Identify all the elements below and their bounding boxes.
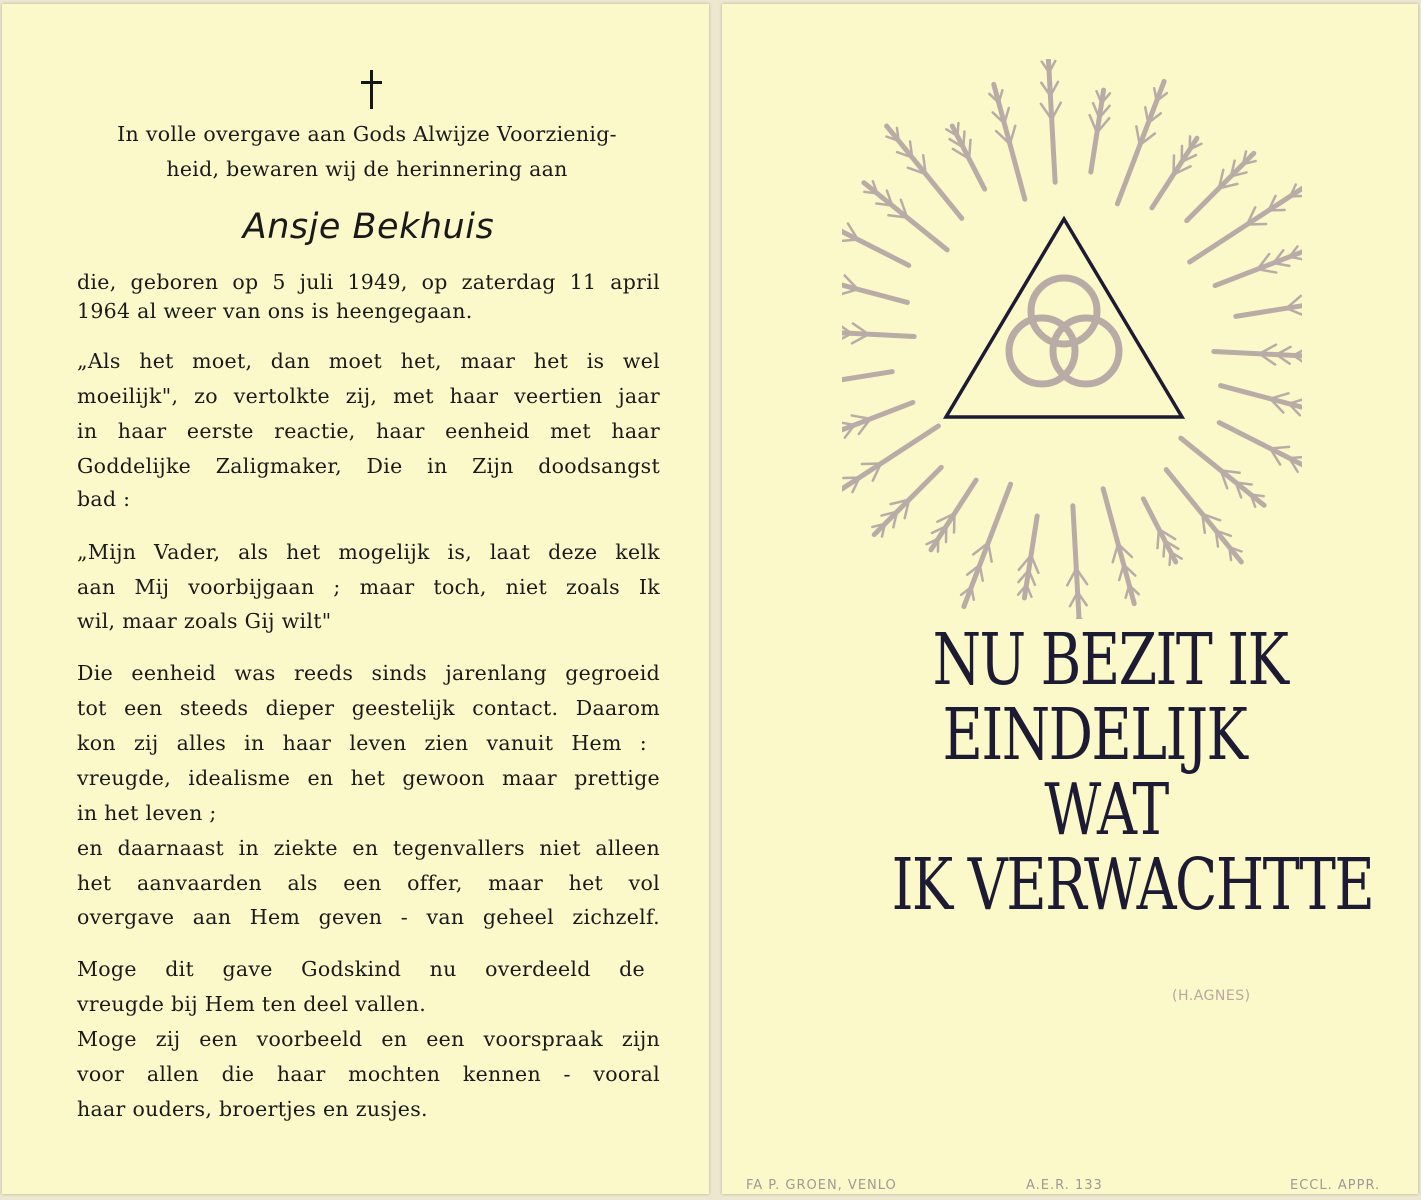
ray-branch — [1290, 257, 1302, 259]
body-line: die, geboren op 5 juli 1949, op zaterdag 11 april — [77, 270, 660, 294]
ray-branch — [971, 587, 973, 600]
ray-branch — [842, 422, 854, 425]
ray-branch — [1119, 565, 1124, 580]
ray-branch — [963, 131, 964, 147]
ray-branch — [852, 415, 871, 418]
ray-branch — [1136, 126, 1140, 145]
ray-branch — [1113, 544, 1118, 562]
ray-branch — [957, 123, 958, 136]
body-line: Die eenheid was reeds sinds jarenlang gegroeid — [77, 661, 660, 685]
ray-branch — [862, 464, 881, 465]
body-line: vreugde bij Hem ten deel vallen. — [77, 992, 427, 1016]
body-line: wil, maar zoals Gij wilt" — [77, 609, 332, 633]
motto-card — [722, 4, 1418, 1194]
ray-branch — [1157, 529, 1158, 548]
memorial-text-card — [2, 4, 709, 1194]
ecclesiastical-approval: ECCL. APPR. — [1290, 1178, 1381, 1193]
body-line: voor allen die haar mochten kennen - vooral — [77, 1062, 660, 1086]
intro-line: heid, bewaren wij de herinnering aan — [166, 157, 568, 181]
body-line: moeilijk", zo vertolkte zij, met haar veertien jaar — [77, 384, 660, 408]
ray-stroke — [842, 212, 909, 266]
intro-line: In volle overgave aan Gods Alwijze Voorzienig- — [117, 122, 617, 146]
body-line: bad : — [77, 487, 131, 511]
ray-branch — [842, 289, 858, 294]
ray-branch — [842, 240, 858, 242]
body-line: in haar eerste reactie, haar eenheid met haar — [77, 419, 660, 443]
motto-line: NU BEZIT IK — [932, 618, 1288, 701]
body-line: Goddelijke Zaligmaker, Die in Zijn doodsangst — [77, 454, 660, 478]
motto-text — [830, 618, 1390, 926]
ray-stroke — [842, 372, 892, 389]
motto-line: EINDELIJK — [942, 693, 1247, 776]
ray-branch — [1229, 547, 1231, 560]
ray-branch — [1004, 108, 1009, 123]
ray-branch — [864, 192, 877, 194]
approval-code: A.E.R. 133 — [1026, 1178, 1103, 1193]
motto-line: WAT — [1044, 768, 1168, 851]
ray-stroke — [1214, 351, 1302, 356]
ray-stroke — [842, 332, 914, 337]
deceased-name: Ansje Bekhuis — [242, 207, 495, 247]
ray-stroke — [1221, 386, 1302, 413]
body-line: aan Mij voorbijgaan ; maar toch, niet zoals Ik — [77, 575, 660, 599]
ray-stroke — [842, 426, 938, 504]
ray-branch — [999, 90, 1003, 102]
body-line: kon zij alles in haar leven zien vanuit Hem : — [77, 731, 647, 755]
ray-branch — [1010, 126, 1015, 144]
body-line: „Mijn Vader, als het mogelijk is, laat deze kelk — [77, 540, 660, 564]
ray-stroke — [842, 402, 913, 436]
ray-stroke — [842, 275, 907, 302]
body-line: vreugde, idealisme en het gewoon maar prettige — [77, 766, 660, 790]
body-line: tot een steeds dieper geestelijk contact. Daarom — [77, 696, 660, 720]
body-line: het aanvaarden als een offer, maar het vol — [77, 871, 660, 895]
intro-text — [62, 117, 672, 187]
ray-branch — [1145, 107, 1148, 123]
ray-branch — [1289, 399, 1302, 404]
ray-branch — [988, 543, 992, 562]
ray-branch — [1274, 263, 1290, 266]
ray-branch — [1247, 224, 1266, 225]
body-line: Moge zij een voorbeeld en een voorspraak zijn — [77, 1027, 660, 1051]
body-line: haar ouders, broertjes en zusjes. — [77, 1097, 428, 1121]
motto-line: IK VERWACHTTE — [891, 843, 1374, 926]
ray-branch — [1289, 457, 1302, 458]
body-line: „Als het moet, dan moet het, maar het is wel — [77, 349, 660, 373]
ray-stroke — [1219, 423, 1302, 477]
body-line: in het leven ; — [77, 801, 217, 825]
cross-icon — [357, 70, 387, 110]
ray-branch — [1258, 269, 1277, 272]
ray-branch — [1126, 585, 1130, 597]
printer-imprint: FA P. GROEN, VENLO — [746, 1178, 897, 1193]
ray-stroke — [1190, 184, 1302, 262]
ray-branch — [1251, 495, 1264, 497]
ray-branch — [1170, 552, 1171, 565]
body-line: 1964 al weer van ons is heengegaan. — [77, 299, 473, 323]
ray-branch — [1270, 393, 1288, 398]
triangle-icon — [946, 219, 1182, 417]
body-line: en daarnaast in ziekte en tegenvallers niet alleen — [77, 836, 660, 860]
author-attribution: (H.AGNES) — [1172, 988, 1251, 1004]
body-line: overgave aan Hem geven - van geheel zichzelf. — [77, 905, 660, 929]
ray-branch — [1154, 88, 1156, 101]
ray-branch — [1164, 541, 1165, 557]
ray-branch — [980, 565, 983, 581]
trinity-rays-icon — [842, 59, 1302, 619]
ray-stroke — [1073, 506, 1080, 619]
ray-branch — [1270, 447, 1289, 449]
ray-branch — [897, 128, 899, 141]
body-line: Moge dit gave Godskind nu overdeeld de — [77, 957, 645, 981]
ray-branch — [969, 140, 970, 159]
